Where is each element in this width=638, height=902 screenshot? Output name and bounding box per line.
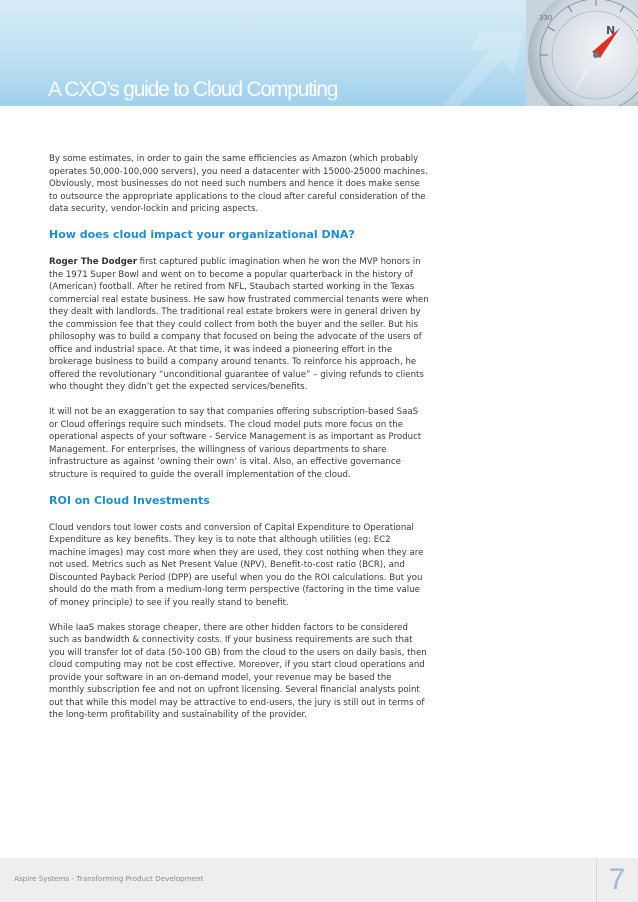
document-title: A CXO’s guide to Cloud Computing xyxy=(48,78,338,101)
page-footer xyxy=(0,858,638,902)
section-heading-organizational-dna: How does cloud impact your organizational DNA? xyxy=(49,228,355,241)
compass-icon xyxy=(526,0,638,106)
roi-paragraph-2: While IaaS makes storage cheaper, there are other hidden factors to be considered such as bandwidth & connectivity costs. If your business requirements are such that you will transfer lot of data (50-100 GB) from the cloud to the users on daily basis, then cloud computing may not be cost effective. Moreover, if you start cloud operations and provide your software in an on-demand model, your revenue may be based the monthly subscription fee and not on upfront licensing. Several financial analysts point out that while this model may be attractive to end-users, the jury is still out in terms of the long-term profitability and sustainability of the provider. xyxy=(49,622,427,720)
saas-mindset-paragraph: It will not be an exaggeration to say that companies offering subscription-based SaaS or Cloud offerings require such mindsets. The cloud model puts more focus on the operational aspects of your software - Service Management is as important as Product Management. For enterprises, the willingness of various departments to share infrastructure as against ‘owning their own’ is vital. Also, an effective governance structure is required to guide the overall implementation of the cloud. xyxy=(49,407,422,480)
svg-text:330: 330 xyxy=(539,14,553,22)
article-body xyxy=(49,153,429,734)
paragraph-lead-bold: Roger The Dodger xyxy=(49,257,137,267)
page-number: 7 xyxy=(608,863,626,896)
roger-staubach-paragraph xyxy=(49,256,429,394)
paragraph-rest: first captured public imagination when he won the MVP honors in the 1971 Super Bowl and went on to become a popular quarterback in the history of (American) football. After he retired from NFL, Staubach started working in the Texas commercial real estate business. He saw how frustrated commercial tenants were when they dealt with landlords. The traditional real estate brokers were in general driven by the commission fee that they could collect from both the buyer and the seller. But his philosophy was to build a company that focused on being the advocate of the users of office and industrial space. At that time, it was indeed a pioneering effort in the brokerage business to build a company around tenants. To reinforce his approach, he offered the revolutionary “unconditional guarantee of value” – giving refunds to clients who thought they didn’t get the expected services/benefits. xyxy=(49,257,429,392)
intro-paragraph: By some estimates, in order to gain the same efficiencies as Amazon (which probably operates 50,000-100,000 servers), you need a datacenter with 15000-25000 machines. Obviously, most businesses do not need such numbers and hence it does make sense to outsource the appropriate applications to the cloud after careful consideration of the data security, vendor-lockin and pricing aspects. xyxy=(49,154,428,214)
footer-company-text: Aspire Systems - Transforming Product Development xyxy=(14,874,204,883)
footer-divider xyxy=(596,858,597,902)
section-heading-roi: ROI on Cloud Investments xyxy=(49,493,210,507)
svg-text:N: N xyxy=(606,24,616,37)
arrow-watermark-icon xyxy=(390,20,530,106)
roi-paragraph-1: Cloud vendors tout lower costs and conversion of Capital Expenditure to Operational Expenditure as key benefits. They key is to note that although utilities (eg: EC2 machine images) may cost more when they are used, they cost nothing when they are not used. Metrics such as Net Present Value (NPV), Benefit-to-cost ratio (BCR), and Discounted Payback Period (DPP) are useful when you do the ROI calculations. But you should do the math from a medium-long term perspective (factoring in the time value of money principle) to see if you really stand to benefit. xyxy=(49,522,424,608)
